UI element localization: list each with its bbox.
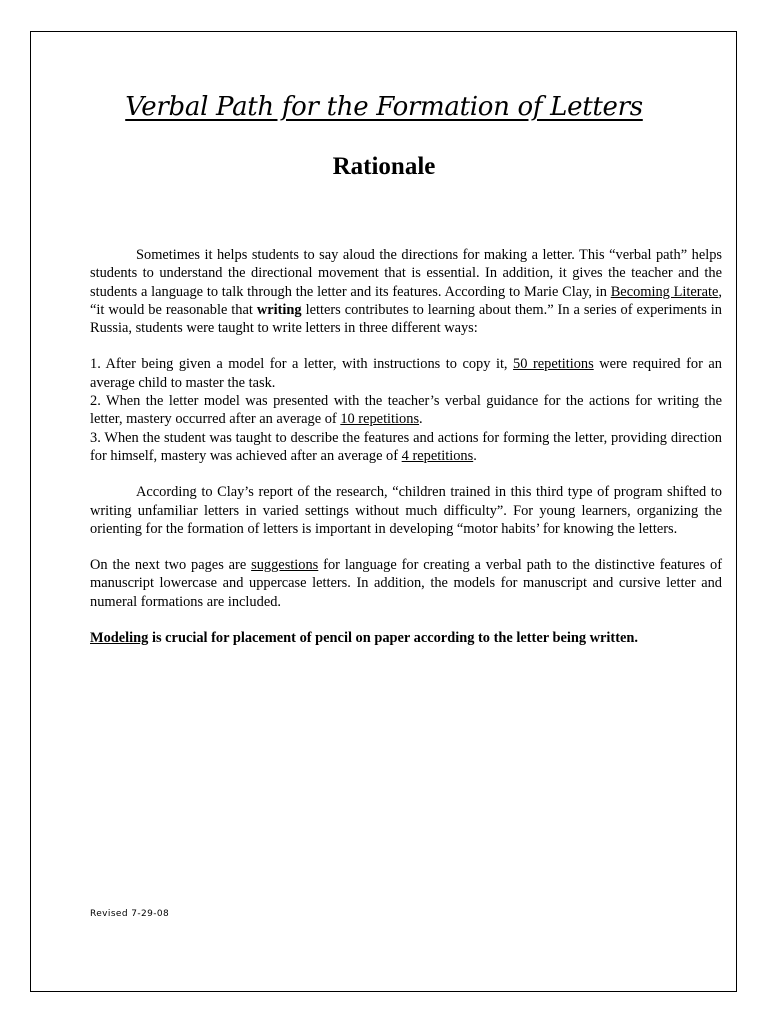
- item3-text-1: 3. When the student was taught to describe the features and actions for forming the letter, providing direction for himself, mastery was achieved after an average of: [90, 429, 722, 464]
- book-title: Becoming Literate: [610, 283, 719, 300]
- list-item-3: [90, 429, 722, 466]
- page-subtitle: Rationale: [332, 153, 436, 180]
- item1-text-1: 1. After being given a model for a letter, with instructions to copy it,: [90, 356, 514, 373]
- intro-bold-word: writing: [256, 301, 302, 318]
- item1-underline: 50 repetitions: [513, 356, 594, 373]
- item2-underline: 10 repetitions: [340, 411, 420, 428]
- list-item-2: [90, 392, 722, 429]
- item2-text-1: 2. When the letter model was presented with the teacher’s verbal guidance for the actions for writing the letter, mastery occurred after an average of: [90, 393, 722, 428]
- intro-paragraph: [90, 246, 722, 337]
- document-body: [90, 246, 722, 647]
- item2-text-2: .: [419, 411, 423, 428]
- page-title: Verbal Path for the Formation of Letters: [125, 92, 643, 122]
- suggestions-text-2: for language for creating a verbal path to the distinctive features of manuscript lowercase and uppercase letters. In addition, the models for manuscript and cursive letter and numeral formations are included.: [90, 557, 723, 610]
- modeling-underline: Modeling: [90, 630, 149, 647]
- item1-text-2: were required for an average child to master the task.: [90, 356, 723, 391]
- intro-text-3: letters contributes to learning about them.” In a series of experiments in Russia, students were taught to write letters in three different ways:: [90, 301, 722, 337]
- item3-text-2: .: [473, 447, 477, 464]
- suggestions-underline: suggestions: [251, 557, 319, 574]
- list-item-1: [90, 355, 722, 392]
- modeling-statement: [90, 629, 722, 647]
- item3-underline: 4 repetitions: [401, 447, 474, 464]
- research-paragraph: According to Clay’s report of the research, “children trained in this third type of program shifted to writing unfamiliar letters in varied settings without much difficulty”. For young learners, organizing the orienting for the formation of letters is important in developing “motor habits’ for knowing the letters.: [90, 484, 722, 537]
- suggestions-text-1: On the next two pages are: [90, 557, 252, 574]
- intro-text-1: Sometimes it helps students to say aloud the directions for making a letter. This “verbal path” helps students to understand the directional movement that is essential. In addition, it gives the teacher and the students a language to talk through the letter and its features. According to Marie Clay, in: [90, 247, 722, 300]
- suggestions-paragraph: [90, 556, 722, 611]
- revision-footer: Revised 7-29-08: [90, 909, 170, 919]
- intro-text-2: , “it would be reasonable that: [90, 283, 722, 318]
- modeling-text: is crucial for placement of pencil on paper according to the letter being written.: [148, 630, 638, 647]
